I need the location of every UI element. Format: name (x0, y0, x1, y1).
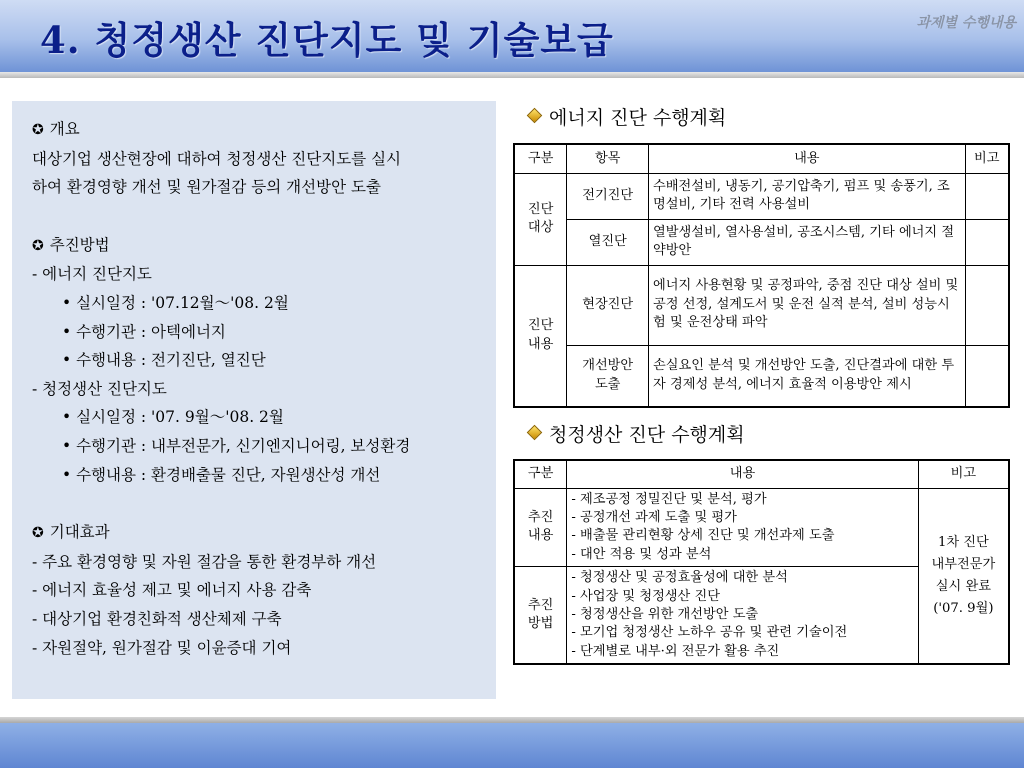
column-header: 비고 (918, 460, 1009, 488)
content-cell: - 청정생산 및 공정효율성에 대한 분석 - 사업장 및 청정생산 진단 - 청정생산을 위한 개선방안 도출 - 모기업 청정생산 노하우 공유 및 관련 기술이전 - 단계별로 내부·외 전문가 활용 추진 (567, 567, 918, 665)
table-row (514, 265, 1009, 345)
energy-item: • 실시일정 : '07.12월～'08. 2월 (62, 293, 289, 312)
energy-plan-heading-text: 에너지 진단 수행계획 (549, 107, 727, 129)
item-cell: 현장진단 (567, 265, 649, 345)
header-divider (0, 72, 1024, 78)
group-label: 진단 대상 (514, 173, 567, 265)
content-cell: 열발생설비, 열사용설비, 공조시스템, 기타 에너지 절약방안 (649, 219, 966, 265)
effect-line: - 에너지 효율성 제고 및 에너지 사용 감축 (32, 581, 312, 600)
energy-plan-heading (529, 103, 726, 130)
item-cell: 열진단 (567, 219, 649, 265)
summary-panel (12, 101, 496, 699)
note-cell (965, 219, 1009, 265)
table-row (514, 345, 1009, 407)
note-cell: 1차 진단 내부전문가 실시 완료 ('07. 9월) (918, 488, 1009, 664)
column-header: 내용 (567, 460, 918, 488)
overview-line: 대상기업 생산현장에 대하여 청정생산 진단지도를 실시 (32, 149, 402, 168)
note-cell (965, 265, 1009, 345)
note-cell (965, 345, 1009, 407)
overview-heading (32, 115, 496, 145)
footer-band (0, 723, 1024, 768)
group-label: 진단 내용 (514, 265, 567, 407)
diamond-bullet-icon (527, 425, 543, 441)
effect-line: - 자원절약, 원가절감 및 이윤증대 기여 (32, 638, 292, 657)
energy-item: • 수행내용 : 전기진단, 열진단 (62, 351, 266, 370)
star-bullet-icon: ✪ (32, 122, 44, 138)
spacer (32, 202, 496, 231)
table-header-row (514, 460, 1009, 488)
clean-plan-heading-text: 청정생산 진단 수행계획 (549, 424, 745, 446)
note-cell (965, 173, 1009, 219)
overview-line: 하여 환경영향 개선 및 원가절감 등의 개선방안 도출 (32, 178, 381, 197)
column-header: 항목 (567, 144, 649, 173)
overview-heading-text: 개요 (49, 120, 80, 138)
column-header: 내용 (649, 144, 966, 173)
column-header: 구분 (514, 144, 567, 173)
item-cell: 개선방안 도출 (567, 345, 649, 407)
effects-heading-text: 기대효과 (49, 523, 110, 542)
table-row (514, 173, 1009, 219)
method-heading (32, 231, 496, 261)
effect-line: - 주요 환경영향 및 자원 절감을 통한 환경부하 개선 (32, 552, 377, 571)
column-header: 구분 (514, 460, 567, 488)
spacer (32, 489, 496, 518)
clean-item: • 수행기관 : 내부전문가, 신기엔지니어링, 보성환경 (62, 436, 411, 455)
clean-plan-heading (529, 420, 745, 447)
table-header-row (514, 144, 1009, 173)
method-heading-text: 추진방법 (49, 235, 110, 254)
clean-item: • 수행내용 : 환경배출물 진단, 자원생산성 개선 (62, 465, 381, 484)
slide-title: 4. 청정생산 진단지도 및 기술보급 (40, 18, 614, 62)
clean-item: • 실시일정 : '07. 9월～'08. 2월 (62, 408, 284, 427)
row-label: 추진 내용 (514, 488, 567, 567)
content-cell: 수배전설비, 냉동기, 공기압축기, 펌프 및 송풍기, 조명설비, 기타 전력 사용설비 (649, 173, 966, 219)
diamond-bullet-icon (527, 108, 543, 124)
item-cell: 전기진단 (567, 173, 649, 219)
row-label: 추진 방법 (514, 567, 567, 665)
content-cell: 손실요인 분석 및 개선방안 도출, 진단결과에 대한 투자 경제성 분석, 에너지 효율적 이용방안 제시 (649, 345, 966, 407)
content-cell: 에너지 사용현황 및 공정파악, 중점 진단 대상 설비 및 공정 선정, 설계도서 및 운전 실적 분석, 설비 성능시험 및 운전상태 파악 (649, 265, 966, 345)
clean-plan-table (513, 459, 1010, 665)
star-bullet-icon: ✪ (32, 237, 44, 254)
star-bullet-icon: ✪ (32, 525, 44, 542)
effect-line: - 대상기업 환경친화적 생산체제 구축 (32, 609, 282, 628)
content-cell: - 제조공정 정밀진단 및 분석, 평가 - 공정개선 과제 도출 및 평가 - 배출물 관리현황 상세 진단 및 개선과제 도출 - 대안 적용 및 성과 분석 (567, 488, 918, 567)
table-row (514, 488, 1009, 567)
section-label: 과제별 수행내용 (916, 15, 1016, 31)
energy-plan-table (513, 143, 1010, 408)
energy-item: • 수행기관 : 아텍에너지 (62, 322, 226, 341)
table-row (514, 219, 1009, 265)
clean-diagnosis-title: - 청정생산 진단지도 (32, 379, 167, 398)
column-header: 비고 (965, 144, 1009, 173)
effects-heading (32, 518, 496, 548)
energy-diagnosis-title: - 에너지 진단지도 (32, 265, 152, 284)
